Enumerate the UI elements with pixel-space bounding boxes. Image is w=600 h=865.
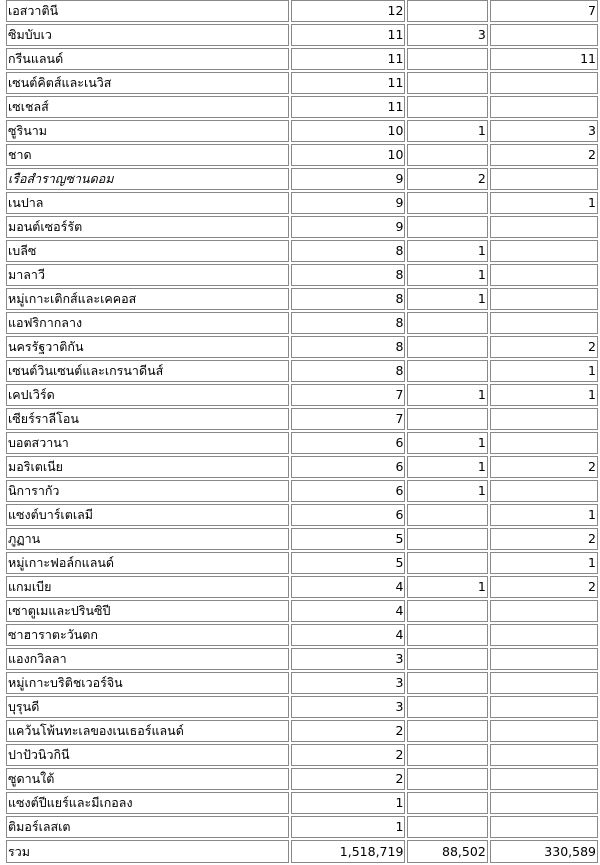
recovered-cell bbox=[490, 240, 598, 262]
recovered-cell bbox=[490, 72, 598, 94]
deaths-cell: 1 bbox=[407, 456, 487, 478]
deaths-cell bbox=[407, 528, 487, 550]
country-name-cell: แซงต์ปีแยร์และมีเกอลง bbox=[6, 792, 289, 814]
cases-cell: 3 bbox=[291, 672, 406, 694]
table-row bbox=[6, 24, 598, 46]
recovered-cell bbox=[490, 672, 598, 694]
recovered-cell: 2 bbox=[490, 144, 598, 166]
table-row bbox=[6, 720, 598, 742]
cases-cell: 6 bbox=[291, 480, 406, 502]
country-name-cell: ซาฮาราตะวันตก bbox=[6, 624, 289, 646]
deaths-cell: 1 bbox=[407, 432, 487, 454]
cases-cell: 4 bbox=[291, 600, 406, 622]
recovered-cell bbox=[490, 696, 598, 718]
deaths-cell bbox=[407, 360, 487, 382]
deaths-cell bbox=[407, 336, 487, 358]
table-row bbox=[6, 384, 598, 406]
country-name-cell: มอริเตเนีย bbox=[6, 456, 289, 478]
deaths-cell bbox=[407, 768, 487, 790]
deaths-cell: 1 bbox=[407, 288, 487, 310]
cases-cell: 5 bbox=[291, 528, 406, 550]
recovered-cell bbox=[490, 216, 598, 238]
table-row bbox=[6, 648, 598, 670]
recovered-cell: 1 bbox=[490, 192, 598, 214]
country-statistics-table bbox=[4, 0, 600, 865]
cases-cell: 3 bbox=[291, 648, 406, 670]
recovered-cell bbox=[490, 264, 598, 286]
deaths-cell bbox=[407, 408, 487, 430]
deaths-cell bbox=[407, 816, 487, 838]
cases-cell: 6 bbox=[291, 504, 406, 526]
table-row bbox=[6, 696, 598, 718]
cases-cell: 10 bbox=[291, 120, 406, 142]
country-name-cell: เบลีซ bbox=[6, 240, 289, 262]
cases-cell: 11 bbox=[291, 72, 406, 94]
recovered-cell: 3 bbox=[490, 120, 598, 142]
table-row bbox=[6, 240, 598, 262]
cases-cell: 6 bbox=[291, 432, 406, 454]
recovered-cell: 2 bbox=[490, 336, 598, 358]
table-row bbox=[6, 336, 598, 358]
table-row bbox=[6, 816, 598, 838]
recovered-cell: 1 bbox=[490, 552, 598, 574]
cases-cell: 8 bbox=[291, 288, 406, 310]
country-name-cell: มาลาวี bbox=[6, 264, 289, 286]
recovered-cell bbox=[490, 648, 598, 670]
recovered-cell: 7 bbox=[490, 0, 598, 22]
recovered-cell bbox=[490, 480, 598, 502]
country-name-cell: บุรุนดี bbox=[6, 696, 289, 718]
table-row bbox=[6, 96, 598, 118]
table-row bbox=[6, 312, 598, 334]
cases-cell: 11 bbox=[291, 96, 406, 118]
table-row bbox=[6, 528, 598, 550]
country-name-cell: แคว้นโพ้นทะเลของเนเธอร์แลนด์ bbox=[6, 720, 289, 742]
deaths-cell bbox=[407, 552, 487, 574]
deaths-cell: 1 bbox=[407, 384, 487, 406]
deaths-cell: 1 bbox=[407, 120, 487, 142]
cases-cell: 3 bbox=[291, 696, 406, 718]
cases-cell: 11 bbox=[291, 48, 406, 70]
table-row bbox=[6, 216, 598, 238]
deaths-cell: 2 bbox=[407, 168, 487, 190]
cases-cell: 2 bbox=[291, 768, 406, 790]
recovered-cell bbox=[490, 24, 598, 46]
recovered-cell bbox=[490, 624, 598, 646]
table-row bbox=[6, 432, 598, 454]
table-row bbox=[6, 0, 598, 22]
deaths-cell bbox=[407, 48, 487, 70]
table-row bbox=[6, 48, 598, 70]
deaths-cell: 3 bbox=[407, 24, 487, 46]
recovered-cell: 2 bbox=[490, 456, 598, 478]
cases-cell: 10 bbox=[291, 144, 406, 166]
cases-cell: 4 bbox=[291, 624, 406, 646]
cases-cell: 4 bbox=[291, 576, 406, 598]
table-row bbox=[6, 72, 598, 94]
country-name-cell: เซเชลส์ bbox=[6, 96, 289, 118]
recovered-cell: 2 bbox=[490, 528, 598, 550]
country-name-cell: แซงต์บาร์เตเลมี bbox=[6, 504, 289, 526]
country-name-cell: ซูรินาม bbox=[6, 120, 289, 142]
table-row bbox=[6, 600, 598, 622]
table-row bbox=[6, 144, 598, 166]
country-name-cell: แองกวิลลา bbox=[6, 648, 289, 670]
table-row bbox=[6, 360, 598, 382]
deaths-cell bbox=[407, 696, 487, 718]
recovered-cell: 1 bbox=[490, 384, 598, 406]
recovered-cell bbox=[490, 768, 598, 790]
country-name-cell: ชาด bbox=[6, 144, 289, 166]
deaths-cell bbox=[407, 0, 487, 22]
recovered-cell bbox=[490, 408, 598, 430]
table-footer bbox=[6, 840, 598, 863]
cases-cell: 9 bbox=[291, 192, 406, 214]
table-row bbox=[6, 408, 598, 430]
country-name-cell: เรือสำราญซานดอม bbox=[6, 168, 289, 190]
total-label: รวม bbox=[6, 840, 289, 863]
cases-cell: 8 bbox=[291, 336, 406, 358]
deaths-cell bbox=[407, 72, 487, 94]
recovered-cell bbox=[490, 720, 598, 742]
country-name-cell: หมู่เกาะเติกส์และเคคอส bbox=[6, 288, 289, 310]
cases-cell: 8 bbox=[291, 240, 406, 262]
cases-cell: 1 bbox=[291, 816, 406, 838]
recovered-cell: 2 bbox=[490, 576, 598, 598]
recovered-cell bbox=[490, 288, 598, 310]
deaths-cell: 1 bbox=[407, 576, 487, 598]
country-name-cell: เซาตูเมและปรินซิปี bbox=[6, 600, 289, 622]
table-row bbox=[6, 552, 598, 574]
recovered-cell: 1 bbox=[490, 504, 598, 526]
cases-cell: 8 bbox=[291, 264, 406, 286]
cases-cell: 8 bbox=[291, 312, 406, 334]
country-name-cell: เอสวาตินี bbox=[6, 0, 289, 22]
table-row bbox=[6, 288, 598, 310]
country-name-cell: เซียร์ราลีโอน bbox=[6, 408, 289, 430]
deaths-cell bbox=[407, 648, 487, 670]
country-name-cell: ภูฏาน bbox=[6, 528, 289, 550]
table-body bbox=[6, 0, 598, 838]
total-cases: 1,518,719 bbox=[291, 840, 406, 863]
country-name-cell: ซิมบับเว bbox=[6, 24, 289, 46]
country-name-cell: ซูดานใต้ bbox=[6, 768, 289, 790]
table-row bbox=[6, 264, 598, 286]
country-name-cell: หมู่เกาะฟอล์กแลนด์ bbox=[6, 552, 289, 574]
recovered-cell bbox=[490, 816, 598, 838]
recovered-cell: 1 bbox=[490, 360, 598, 382]
country-name-cell: เซนต์คิตส์และเนวิส bbox=[6, 72, 289, 94]
country-name-cell: เนปาล bbox=[6, 192, 289, 214]
deaths-cell bbox=[407, 600, 487, 622]
table-row bbox=[6, 624, 598, 646]
table-row bbox=[6, 744, 598, 766]
deaths-cell bbox=[407, 624, 487, 646]
deaths-cell bbox=[407, 192, 487, 214]
deaths-cell bbox=[407, 792, 487, 814]
deaths-cell bbox=[407, 144, 487, 166]
country-name-cell: นครรัฐวาติกัน bbox=[6, 336, 289, 358]
table-row bbox=[6, 120, 598, 142]
country-name-cell: เคปเวิร์ด bbox=[6, 384, 289, 406]
cases-cell: 7 bbox=[291, 384, 406, 406]
deaths-cell: 1 bbox=[407, 240, 487, 262]
cases-cell: 12 bbox=[291, 0, 406, 22]
country-name-cell: กรีนแลนด์ bbox=[6, 48, 289, 70]
deaths-cell bbox=[407, 216, 487, 238]
recovered-cell bbox=[490, 600, 598, 622]
country-name-cell: เซนต์วินเซนต์และเกรนาดีนส์ bbox=[6, 360, 289, 382]
country-name-cell: ติมอร์เลสเต bbox=[6, 816, 289, 838]
cases-cell: 2 bbox=[291, 720, 406, 742]
deaths-cell bbox=[407, 504, 487, 526]
total-deaths: 88,502 bbox=[407, 840, 487, 863]
statistics-table-container bbox=[4, 0, 600, 865]
deaths-cell bbox=[407, 312, 487, 334]
table-row bbox=[6, 792, 598, 814]
deaths-cell bbox=[407, 96, 487, 118]
recovered-cell bbox=[490, 312, 598, 334]
deaths-cell bbox=[407, 720, 487, 742]
table-row bbox=[6, 480, 598, 502]
table-row bbox=[6, 456, 598, 478]
country-name-cell: ปาปัวนิวกินี bbox=[6, 744, 289, 766]
table-row bbox=[6, 168, 598, 190]
table-row bbox=[6, 192, 598, 214]
cases-cell: 8 bbox=[291, 360, 406, 382]
recovered-cell bbox=[490, 168, 598, 190]
recovered-cell bbox=[490, 432, 598, 454]
country-name-cell: นิการากัว bbox=[6, 480, 289, 502]
cases-cell: 1 bbox=[291, 792, 406, 814]
recovered-cell: 11 bbox=[490, 48, 598, 70]
country-name-cell: บอตสวานา bbox=[6, 432, 289, 454]
table-row bbox=[6, 768, 598, 790]
recovered-cell bbox=[490, 792, 598, 814]
cases-cell: 9 bbox=[291, 216, 406, 238]
cases-cell: 7 bbox=[291, 408, 406, 430]
deaths-cell bbox=[407, 744, 487, 766]
table-row bbox=[6, 504, 598, 526]
country-name-cell: แกมเบีย bbox=[6, 576, 289, 598]
recovered-cell bbox=[490, 744, 598, 766]
country-name-cell: มอนต์เซอร์รัต bbox=[6, 216, 289, 238]
cases-cell: 5 bbox=[291, 552, 406, 574]
recovered-cell bbox=[490, 96, 598, 118]
table-row bbox=[6, 576, 598, 598]
country-name-cell: แอฟริกากลาง bbox=[6, 312, 289, 334]
cases-cell: 2 bbox=[291, 744, 406, 766]
deaths-cell bbox=[407, 672, 487, 694]
deaths-cell: 1 bbox=[407, 480, 487, 502]
total-row bbox=[6, 840, 598, 863]
deaths-cell: 1 bbox=[407, 264, 487, 286]
cases-cell: 6 bbox=[291, 456, 406, 478]
country-name-cell: หมู่เกาะบริติชเวอร์จิน bbox=[6, 672, 289, 694]
cases-cell: 9 bbox=[291, 168, 406, 190]
table-row bbox=[6, 672, 598, 694]
cases-cell: 11 bbox=[291, 24, 406, 46]
total-recovered: 330,589 bbox=[490, 840, 598, 863]
